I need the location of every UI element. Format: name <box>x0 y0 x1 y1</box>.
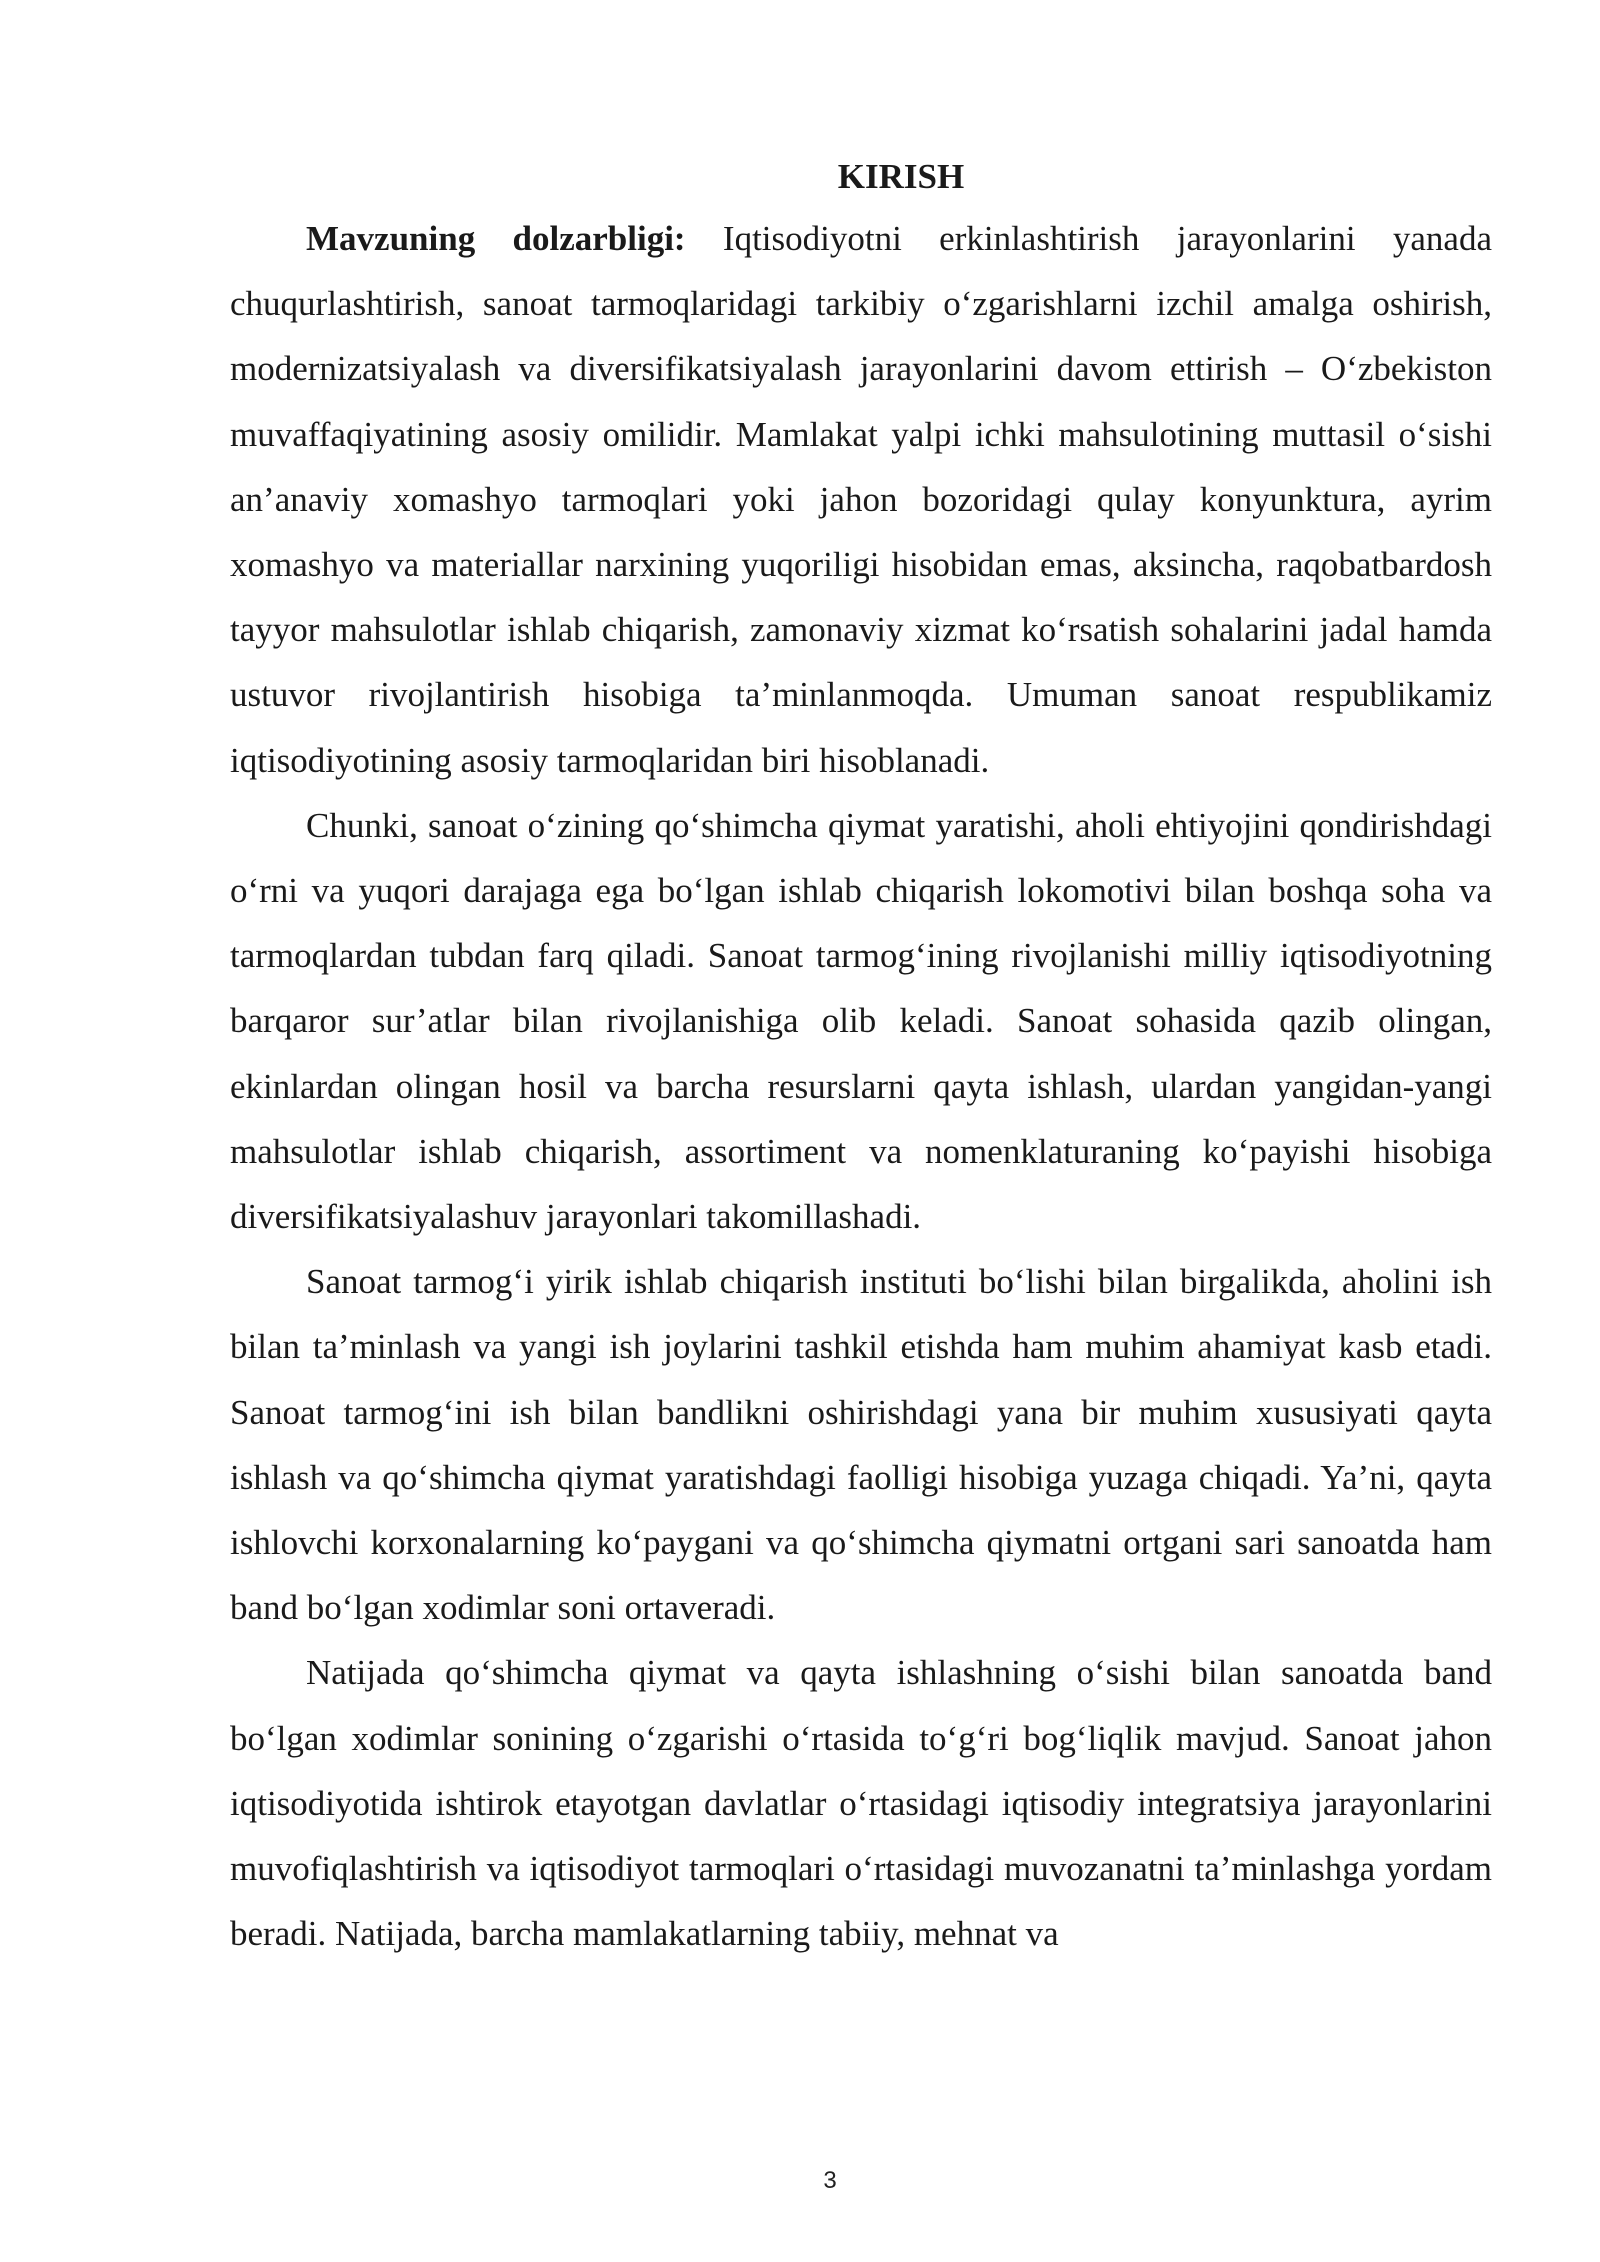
page-number: 3 <box>823 2167 837 2194</box>
paragraph-2: Chunki, sanoat o‘zining qo‘shimcha qiymat yaratishi, aholi ehtiyojini qondirishdagi o‘rni va yuqori darajaga ega bo‘lgan ishlab chiqarish lokomotivi bilan boshqa soha va tarmoqlardan tubdan farq qiladi. Sanoat tarmog‘ining rivojlanishi milliy iqtisodiyotning barqaror sur’atlar bilan rivojlanishiga olib keladi. Sanoat sohasida qazib olingan, ekinlardan olingan hosil va barcha resurslarni qayta ishlash, ulardan yangidan-yangi mahsulotlar ishlab chiqarish, assortiment va nomenklaturaning ko‘payishi hisobiga diversifikatsiyalashuv jarayonlari takomillashadi. <box>230 805 1492 1237</box>
page-heading: KIRISH <box>837 157 965 196</box>
paragraph-1-text: Iqtisodiyotni erkinlashtirish jarayonlarini yanada chuqurlashtirish, sanoat tarmoqlaridagi tarkibiy o‘zgarishlarni izchil amalga oshirish, modernizatsiyalash va diversifikatsiyalash jarayonlarini davom ettirish – O‘zbekiston muvaffaqiyatining asosiy omilidir. Mamlakat yalpi ichki mahsulotining muttasil o‘sishi an’anaviy xomashyo tarmoqlari yoki jahon bozoridagi qulay konyunktura, ayrim xomashyo va materiallar narxining yuqoriligi hisobidan emas, aksincha, raqobatbardosh tayyor mahsulotlar ishlab chiqarish, zamonaviy xizmat ko‘rsatish sohalarini jadal hamda ustuvor rivojlantirish hisobiga ta’minlanmoqda. Umuman sanoat respublikamiz iqtisodiyotining asosiy tarmoqlaridan biri hisoblanadi. <box>230 219 1492 780</box>
paragraph-lead-label: Mavzuning dolzarbligi: <box>306 219 686 258</box>
paragraph-3: Sanoat tarmog‘i yirik ishlab chiqarish instituti bo‘lishi bilan birgalikda, aholini ish bilan ta’minlash va yangi ish joylarini tashkil etishda ham muhim ahamiyat kasb etadi. Sanoat tarmog‘ini ish bilan bandlikni oshirishdagi yana bir muhim xususiyati qayta ishlash va qo‘shimcha qiymat yaratishdagi faolligi hisobiga yuzaga chiqadi. Ya’ni, qayta ishlovchi korxonalarning ko‘paygani va qo‘shimcha qiymatni ortgani sari sanoatda ham band bo‘lgan xodimlar soni ortaveradi. <box>230 1262 1492 1628</box>
document-body <box>230 148 1492 1966</box>
paragraph-4: Natijada qo‘shimcha qiymat va qayta ishlashning o‘sishi bilan sanoatda band bo‘lgan xodimlar sonining o‘zgarishi o‘rtasida to‘g‘ri bog‘liqlik mavjud. Sanoat jahon iqtisodiyotida ishtirok etayotgan davlatlar o‘rtasidagi iqtisodiy integratsiya jarayonlarini muvofiqlashtirish va iqtisodiyot tarmoqlari o‘rtasidagi muvozanatni ta’minlashga yordam beradi. Natijada, barcha mamlakatlarning tabiiy, mehnat va <box>230 1653 1492 1954</box>
paragraph-1 <box>230 206 1492 793</box>
